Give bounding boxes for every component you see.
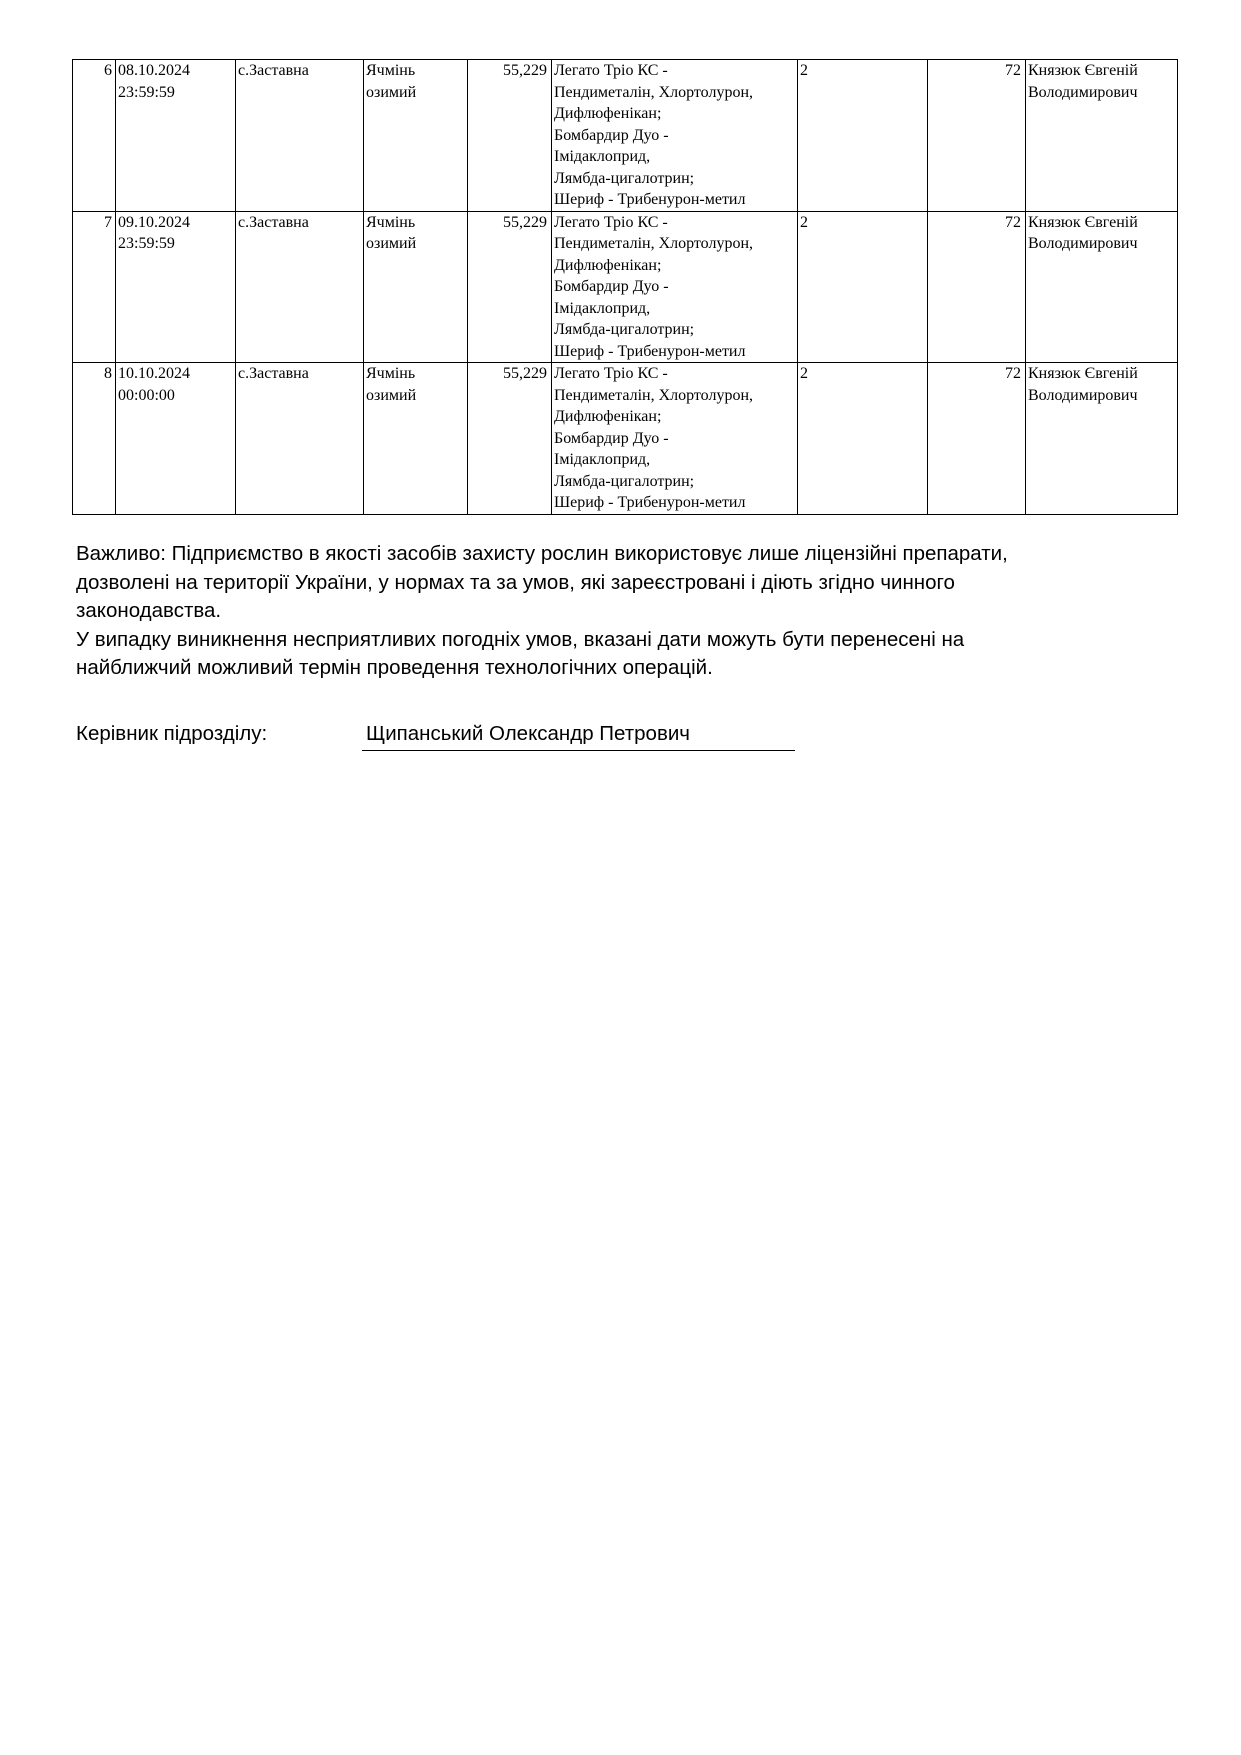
time: 23:59:59 bbox=[118, 83, 175, 101]
products-cell bbox=[552, 211, 798, 363]
responsible-line: Князюк Євгеній bbox=[1028, 62, 1138, 79]
note-line: У випадку виникнення несприятливих погодніх умов, вказані дати можуть бути перенесені на bbox=[76, 627, 965, 651]
date-time-cell bbox=[116, 60, 236, 212]
date: 09.10.2024 bbox=[118, 213, 190, 231]
product-line: Легато Тріо КС - bbox=[554, 213, 668, 231]
product-line: Лямбда-цигалотрин; bbox=[554, 472, 695, 490]
date: 10.10.2024 bbox=[118, 365, 190, 382]
signature-label: Керівник підрозділу: bbox=[76, 722, 268, 745]
products-cell bbox=[552, 60, 798, 212]
hours-cell: 72 bbox=[928, 60, 1026, 212]
area-cell: 55,229 bbox=[468, 211, 552, 363]
products-cell bbox=[552, 363, 798, 515]
product-line: Пендиметалін, Хлортолурон, bbox=[554, 386, 754, 404]
table-row bbox=[73, 211, 1178, 363]
product-line: Шериф - Трибенурон-метил bbox=[554, 191, 746, 208]
row-number: 7 bbox=[73, 211, 116, 363]
table-row bbox=[73, 363, 1178, 515]
crop-line: озимий bbox=[366, 83, 417, 101]
village-cell: с.Заставна bbox=[236, 60, 364, 212]
product-line: Шериф - Трибенурон-метил bbox=[554, 342, 746, 360]
product-line: Дифлюфенікан; bbox=[554, 105, 662, 122]
product-line: Бомбардир Дуо - bbox=[554, 429, 669, 447]
note-line: Важливо: Підприємство в якості засобів захисту рослин використовує лише ліцензійні препарати, bbox=[76, 542, 1008, 565]
product-line: Лямбда-цигалотрин; bbox=[554, 169, 695, 187]
area-cell: 55,229 bbox=[468, 60, 552, 212]
village-cell: с.Заставна bbox=[236, 211, 364, 363]
hours-cell: 72 bbox=[928, 211, 1026, 363]
product-line: Імідаклоприд, bbox=[554, 299, 651, 317]
crop-cell bbox=[364, 211, 468, 363]
product-line: Шериф - Трибенурон-метил bbox=[554, 494, 746, 511]
time: 00:00:00 bbox=[118, 386, 175, 404]
crop-line: Ячмінь bbox=[366, 213, 416, 231]
note-line: законодавства. bbox=[76, 599, 222, 622]
product-line: Бомбардир Дуо - bbox=[554, 278, 669, 295]
time: 23:59:59 bbox=[118, 235, 175, 252]
responsible-cell bbox=[1026, 211, 1178, 363]
note-line: дозволені на території України, у нормах та за умов, які зареєстровані і діють згідно чинного bbox=[76, 570, 955, 594]
date: 08.10.2024 bbox=[118, 62, 190, 79]
responsible-cell bbox=[1026, 60, 1178, 212]
responsible-line: Володимирович bbox=[1028, 83, 1138, 101]
date-time-cell bbox=[116, 211, 236, 363]
row-number: 6 bbox=[73, 60, 116, 212]
product-line: Пендиметалін, Хлортолурон, bbox=[554, 235, 754, 252]
product-line: Легато Тріо КС - bbox=[554, 62, 668, 79]
responsible-line: Володимирович bbox=[1028, 235, 1138, 252]
row-number: 8 bbox=[73, 363, 116, 515]
responsible-line: Володимирович bbox=[1028, 386, 1138, 404]
hazard-class-cell: 2 bbox=[798, 60, 928, 212]
table-row bbox=[73, 60, 1178, 212]
village-cell: с.Заставна bbox=[236, 363, 364, 515]
product-line: Дифлюфенікан; bbox=[554, 256, 662, 274]
product-line: Пендиметалін, Хлортолурон, bbox=[554, 83, 754, 101]
responsible-line: Князюк Євгеній bbox=[1028, 213, 1138, 231]
crop-cell bbox=[364, 60, 468, 212]
product-line: Бомбардир Дуо - bbox=[554, 126, 669, 144]
product-line: Легато Тріо КС - bbox=[554, 365, 668, 382]
crop-line: Ячмінь bbox=[366, 365, 416, 382]
crop-line: озимий bbox=[366, 235, 417, 252]
product-line: Імідаклоприд, bbox=[554, 148, 651, 165]
hazard-class-cell: 2 bbox=[798, 211, 928, 363]
crop-line: озимий bbox=[366, 386, 417, 404]
responsible-cell bbox=[1026, 363, 1178, 515]
area-cell: 55,229 bbox=[468, 363, 552, 515]
important-note bbox=[76, 540, 1186, 683]
signature-name: Щипанський Олександр Петрович bbox=[362, 720, 795, 751]
product-line: Лямбда-цигалотрин; bbox=[554, 321, 695, 338]
note-line: найближчий можливий термін проведення технологічних операцій. bbox=[76, 656, 713, 679]
responsible-line: Князюк Євгеній bbox=[1028, 365, 1138, 382]
crop-line: Ячмінь bbox=[366, 62, 416, 79]
treatment-schedule-table bbox=[72, 59, 1178, 515]
hazard-class-cell: 2 bbox=[798, 363, 928, 515]
crop-cell bbox=[364, 363, 468, 515]
hours-cell: 72 bbox=[928, 363, 1026, 515]
date-time-cell bbox=[116, 363, 236, 515]
product-line: Імідаклоприд, bbox=[554, 451, 651, 468]
product-line: Дифлюфенікан; bbox=[554, 408, 662, 425]
